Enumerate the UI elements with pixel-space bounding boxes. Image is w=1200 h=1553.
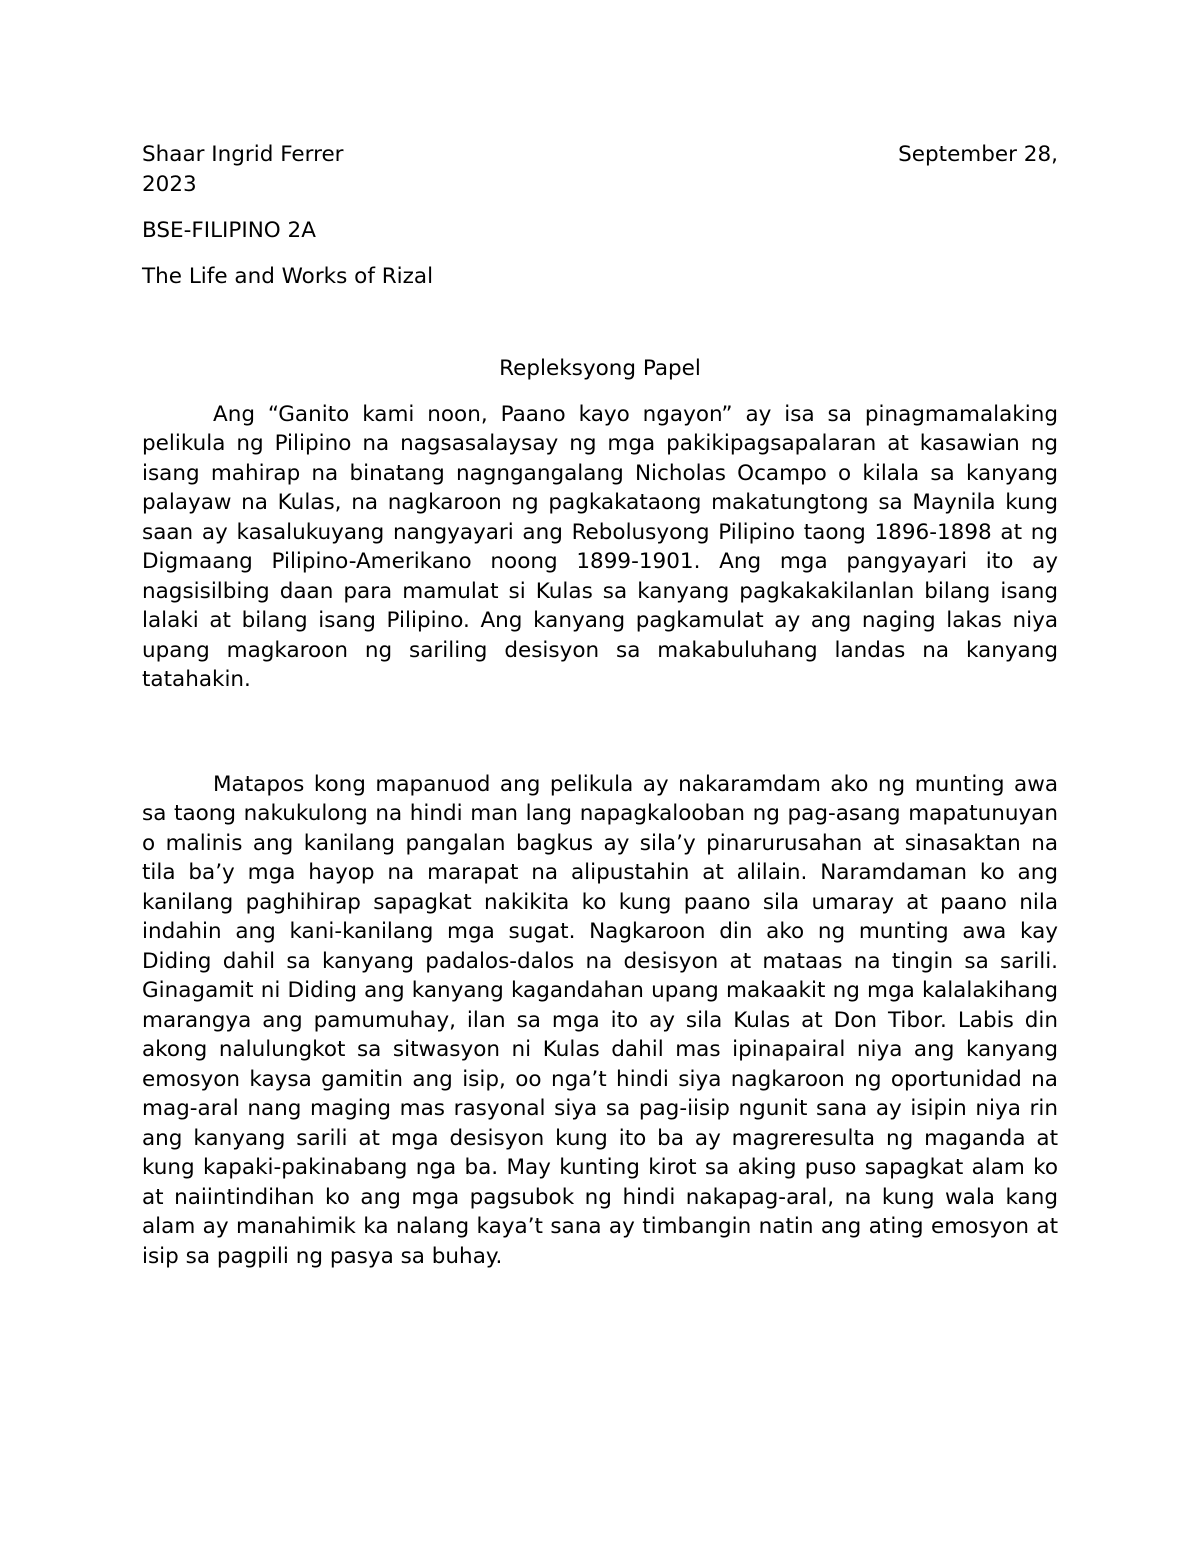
document-title: Repleksyong Papel [499, 356, 701, 381]
date-text: September 28, [898, 142, 1058, 167]
body-paragraph-2: Matapos kong mapanuod ang pelikula ay nakaramdam ako ng munting awa sa taong nakukulong na hindi man lang napagkalooban ng pag-asang mapatunuyan o malinis ang kanilang pangalan bagkus ay sila’y pinarurusahan at sinasaktan na tila ba’y mga hayop na marapat na alipustahin at alilain. Naramdaman ko ang kanilang paghihirap sapagkat nakikita ko kung paano sila umaray at paano nila indahin ang kani-kanilang mga sugat. Nagkaroon din ako ng munting awa kay Diding dahil sa kanyang padalos-dalos na desisyon at mataas na tingin sa sarili. Ginagamit ni Diding ang kanyang kagandahan upang makaakit ng mga kalalakihang marangya ang pamumuhay, ilan sa mga ito ay sila Kulas at Don Tibor. Labis din akong nalulungkot sa sitwasyon ni Kulas dahil mas ipinapairal niya ang kanyang emosyon kaysa gamitin ang isip, oo nga’t hindi siya nagkaroon ng oportunidad na mag-aral nang maging mas rasyonal siya sa pag-iisip ngunit sana ay isipin niya rin ang kanyang sarili at mga desisyon kung ito ba ay magreresulta ng maganda at kung kapaki-pakinabang nga ba. May kunting kirot sa aking puso sapagkat alam ko at naiintindihan ko ang mga pagsubok ng hindi nakapag-aral, na kung wala kang alam ay manahimik ka nalang kaya’t sana ay timbangin natin ang ating emosyon at isip sa pagpili ng pasya sa buhay. [142, 771, 1058, 1269]
author-name: Shaar Ingrid Ferrer [142, 142, 344, 167]
subject-title: The Life and Works of Rizal [142, 263, 434, 289]
course-section: BSE-FILIPINO 2A [142, 218, 316, 243]
document-page [142, 140, 1058, 1271]
date-year: 2023 [142, 171, 197, 197]
body-paragraph-1: Ang “Ganito kami noon, Paano kayo ngayon” ay isa sa pinagmamalaking pelikula ng Pilipino na nagsasalaysay ng mga pakikipagsapalaran at kasawian ng isang mahirap na binatang nagngangalang Nicholas Ocampo o kilala sa kanyang palayaw na Kulas, na nagkaroon ng pagkakataong makatungtong sa Maynila kung saan ay kasalukuyang nangyayari ang Rebolusyong Pilipino taong 1896-1898 at ng Digmaang Pilipino-Amerikano noong 1899-1901. Ang mga pangyayari ito ay nagsisilbing daan para mamulat si Kulas sa kanyang pagkakakilanlan bilang isang lalaki at bilang isang Pilipino. Ang kanyang pagkamulat ay ang naging lakas niya upang magkaroon ng sariling desisyon sa makabuluhang landas na kanyang tatahakin. [142, 401, 1058, 692]
header-line [142, 140, 1058, 170]
